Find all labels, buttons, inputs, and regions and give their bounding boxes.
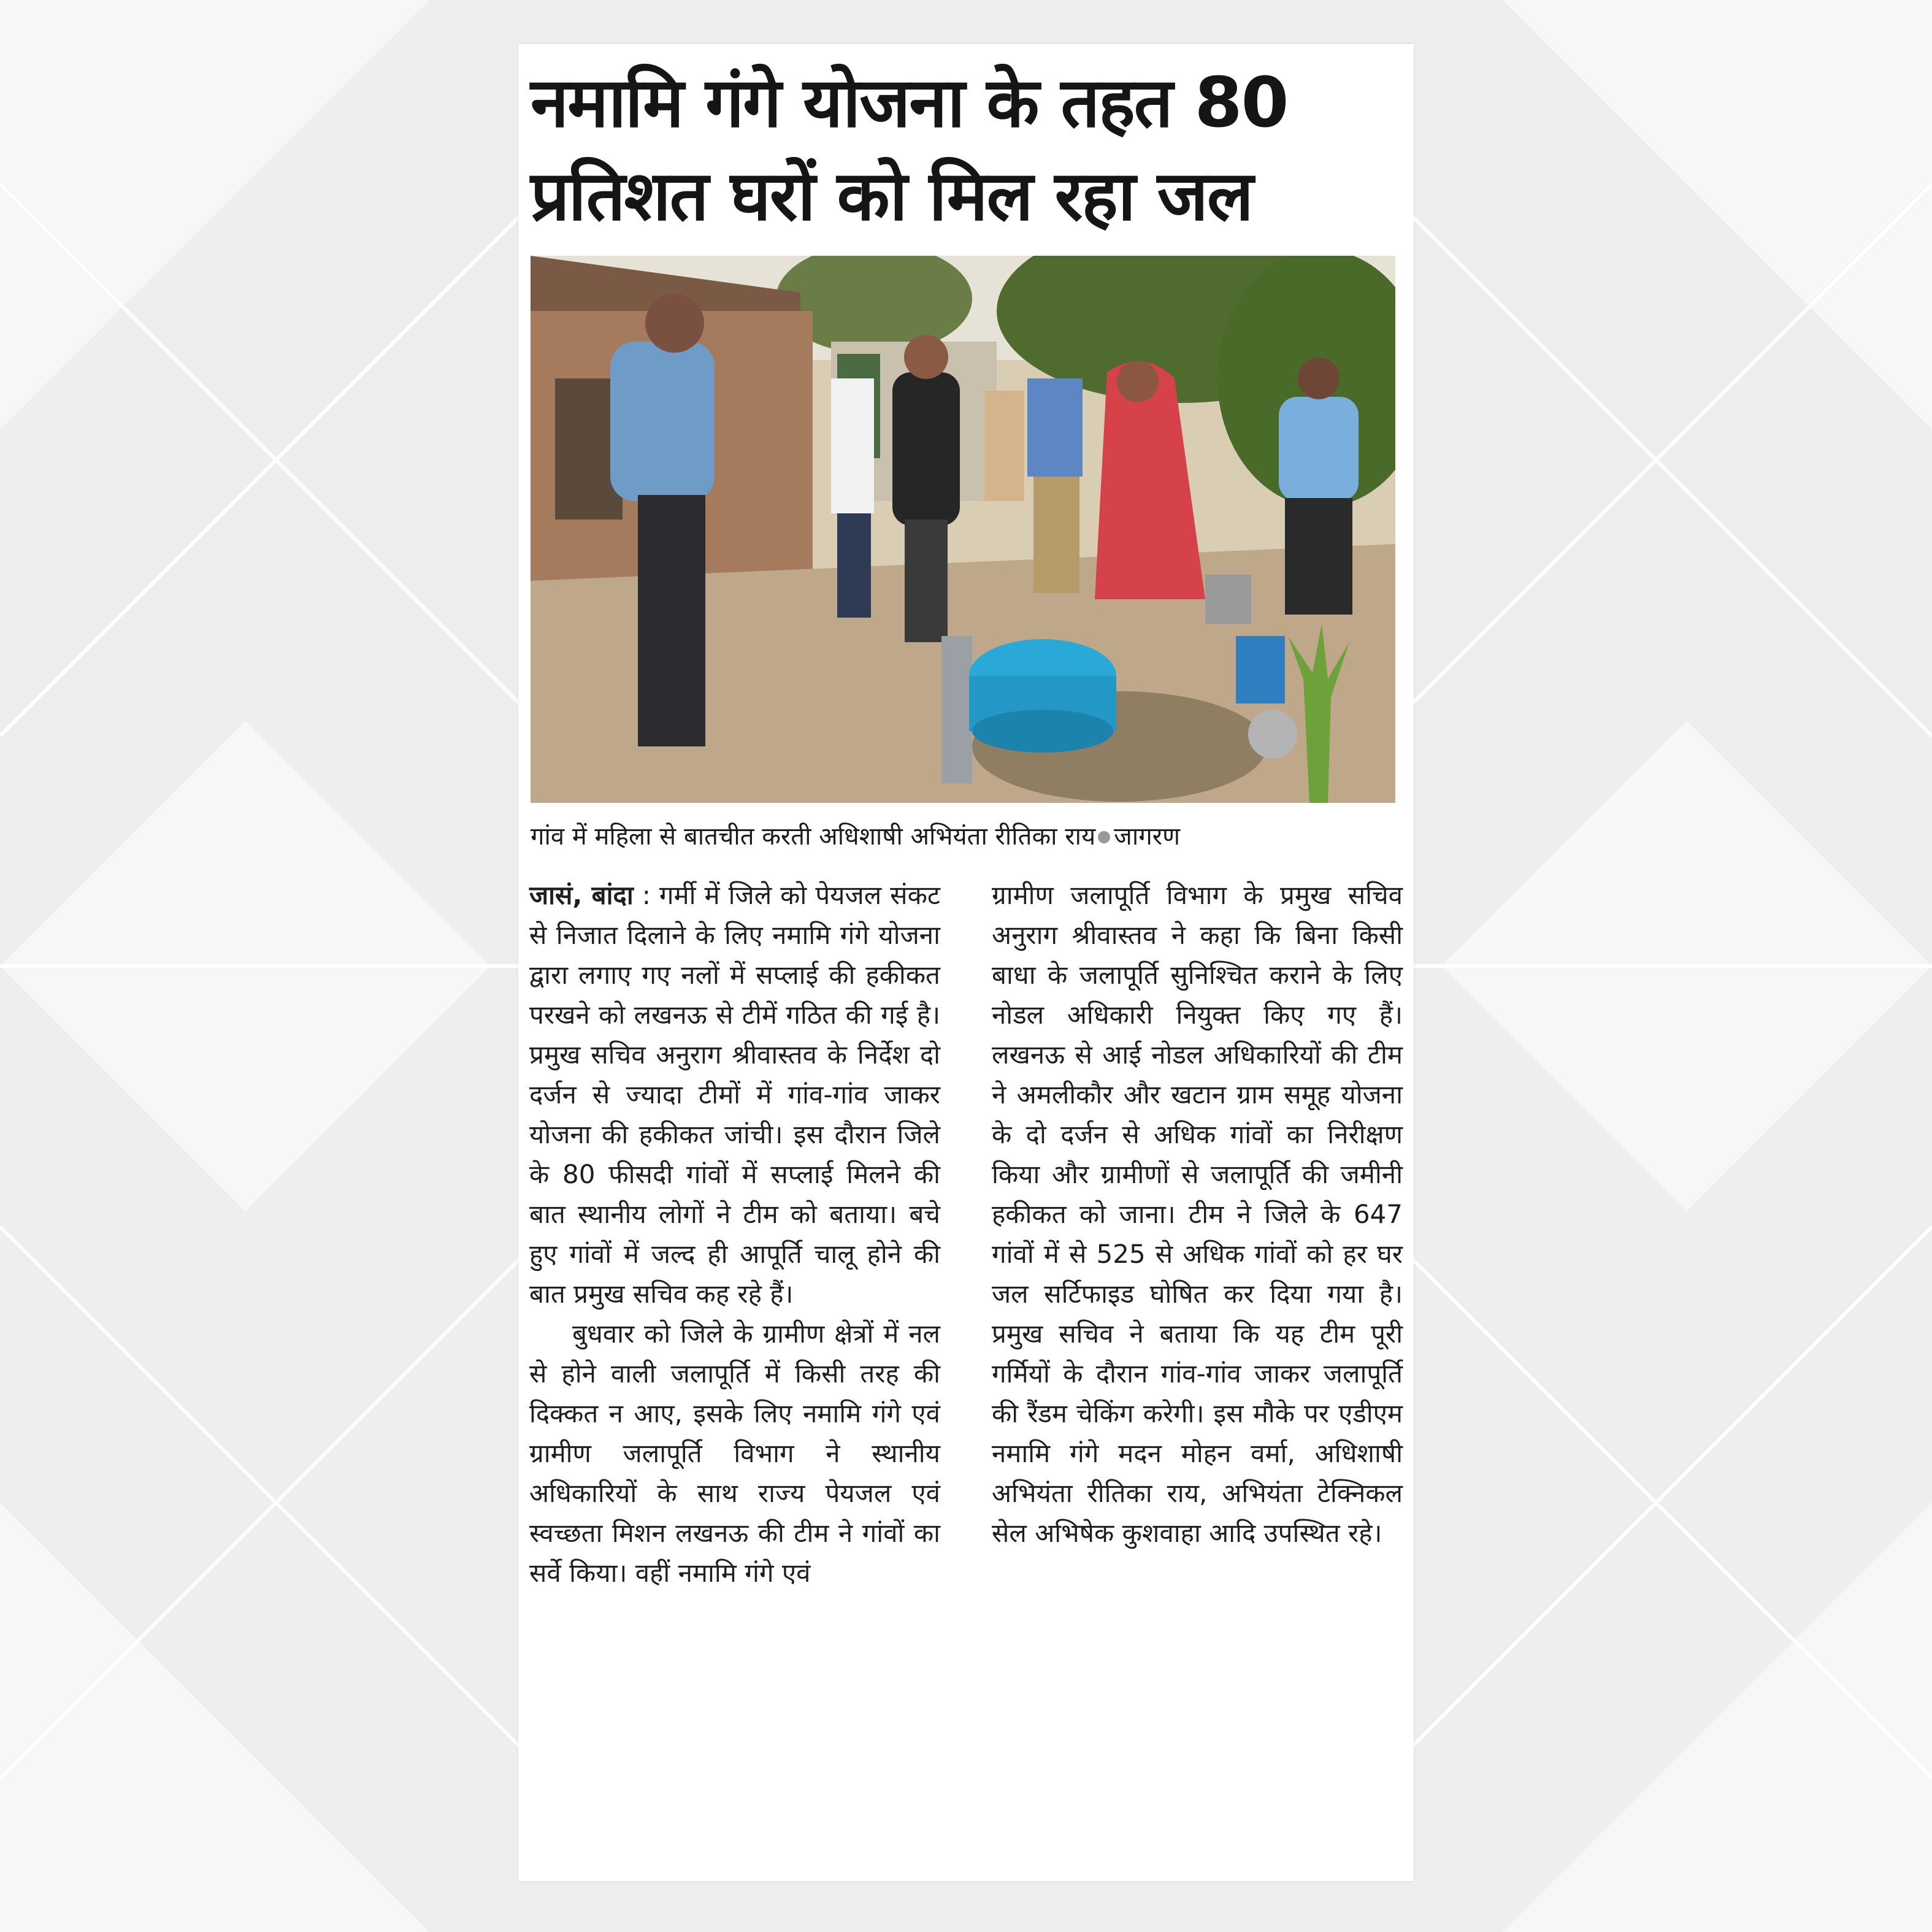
- headline: [531, 56, 1401, 243]
- photo-credit: जागरण: [1114, 822, 1180, 851]
- article-paragraph-3: ग्रामीण जलापूर्ति विभाग के प्रमुख सचिव अनुराग श्रीवास्तव ने कहा कि बिना किसी बाधा के जलापूर्ति सुनिश्चित कराने के लिए नोडल अधिकारी नियुक्त किए गए हैं। लखनऊ से आई नोडल अधिकारियों की टीम ने अमलीकौर और खटान ग्राम समूह योजना के दो दर्जन से अधिक गांवों का निरीक्षण किया और ग्रामीणों से जलापूर्ति की जमीनी हकीकत को जाना। टीम ने जिले के 647 गांवों में से 525 से अधिक गांवों को हर घर जल सर्टिफाइड घोषित कर दिया गया है। प्रमुख सचिव ने बताया कि यह टीम पूरी गर्मियों के दौरान गांव-गांव जाकर जलापूर्ति की रैंडम चेकिंग करेगी। इस मौके पर एडीएम नमामि गंगे मदन मोहन वर्मा, अधिशाषी अभियंता रीतिका राय, अभियंता टेक्निकल सेल अभिषेक कुशवाहा आदि उपस्थित रहे।: [992, 880, 1403, 1548]
- newspaper-clipping: [518, 44, 1414, 1881]
- article-paragraph-2: बुधवार को जिले के ग्रामीण क्षेत्रों में नल से होने वाली जलापूर्ति में किसी तरह की दिक्कत न आए, इसके लिए नमामि गंगे एवं ग्रामीण जलापूर्ति विभाग ने स्थानीय अधिकारियों के साथ राज्य पेयजल एवं स्वच्छता मिशन लखनऊ की टीम ने गांवों का सर्वे किया। वहीं नमामि गंगे एवं: [529, 1319, 940, 1588]
- headline-line-1: नमामि गंगे योजना के तहत 80: [531, 63, 1288, 143]
- bullet-dot: [1098, 831, 1110, 843]
- news-photo: [531, 256, 1395, 803]
- photo-caption: [531, 818, 1395, 855]
- paragraph-1-text: : गर्मी में जिले को पेयजल संकट से निजात दिलाने के लिए नमामि गंगे योजना द्वारा लगाए गए नलों में सप्लाई की हकीकत परखने को लखनऊ से टीमें गठित की गई है। प्रमुख सचिव अनुराग श्रीवास्तव के निर्देश दो दर्जन से ज्यादा टीमों में गांव-गांव जाकर योजना की हकीकत जांची। इस दौरान जिले के 80 फीसदी गांवों में सप्लाई मिलने की बात स्थानीय लोगों ने टीम को बताया। बचे हुए गांवों में जल्द ही आपूर्ति चालू होने की बात प्रमुख सचिव कह रहे हैं।: [529, 880, 940, 1309]
- headline-line-2: प्रतिशत घरों को मिल रहा जल: [531, 156, 1252, 236]
- dateline: जासं, बांदा: [529, 880, 634, 910]
- article-column-right: [992, 875, 1403, 1553]
- article-paragraph-1: [529, 875, 940, 1314]
- caption-text: गांव में महिला से बातचीत करती अधिशाषी अभियंता रीतिका राय: [531, 822, 1096, 851]
- article-column-left: [529, 875, 940, 1593]
